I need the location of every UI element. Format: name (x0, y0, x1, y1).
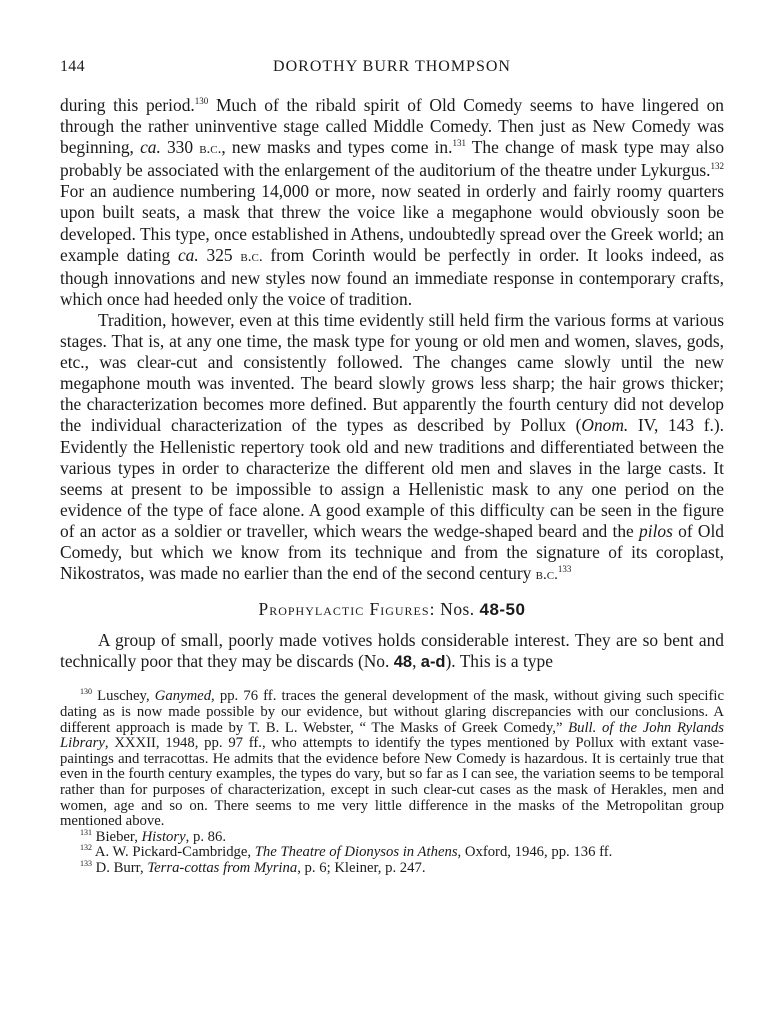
footnote-130: $^{130}$ Luschey, Ganymed, pp. 76 ff. traces the general development of the mask, without giving such specific dating as is now made possible by our evidence, but without glaring discrepancies with our conclusions. A different approach is made by T. B. L. Webster, “ The Masks of Greek Comedy,” Bull. of the John Rylands Library, XXXII, 1948, pp. 97 ff., who attempts to identify the types mentioned by Pollux with extant vase-paintings and terracottas. He admits that the evidence before New Comedy is hazardous. It is certainly true that even in the fourth century examples, the types do vary, but so far as I can see, the variation seems to be temporal rather than for purposes of characterization, except in such clear-cut cases as the mask of Herakles, men and women, age and so on. There seems to me very little difference in the masks of the Metropolitan group mentioned above. (60, 687, 724, 830)
footnote-ref-131[interactable]: 131 (452, 138, 466, 149)
footnote-ref-132[interactable]: 132 (710, 161, 724, 172)
footnote-133: $^{133}$ D. Burr, Terra-cottas from Myrina, p. 6; Kleiner, p. 247. (80, 858, 426, 876)
paragraph-3: A group of small, poorly made votives holds considerable interest. They are so bent and technically poor that they may be discards (No. 48, a-d). This is a type (60, 630, 724, 672)
footnote-132: $^{132}$ A. W. Pickard-Cambridge, The Theatre of Dionysos in Athens, Oxford, 1946, pp. 136 ff. (80, 843, 613, 861)
section-heading: Prophylactic Figures: Nos. 48-50 (258, 599, 526, 620)
footnotes (60, 689, 724, 876)
paragraph-2: Tradition, however, even at this time evidently still held firm the various forms at various stages. That is, at any one time, the mask type for young or old men and women, slaves, gods, etc., was clear-cut and consistently followed. The changes came slowly until the new megaphone mouth was invented. The beard slowly grows less sharp; the hair grows thicker; the characterization becomes more defined. But apparently the fourth century did not develop the individual characterization of the types as described by Pollux (Onom. IV, 143 f.). Evidently the Hellenistic repertory took old and new traditions and differentiated between the various types in order to characterize the different old men and slaves in the large casts. It seems at present to be impossible to assign a Hellenistic mask to any one period on the evidence of the type of face alone. A good example of this difficulty can be seen in the figure of an actor as a soldier or traveller, which wears the wedge-shaped beard and the pilos of Old Comedy, but which we know from its technique and from the signature of its coroplast, Nikostratos, was made no earlier than the end of the second century b.c.$^{133}$ (60, 309, 724, 584)
running-title: DOROTHY BURR THOMPSON (273, 58, 511, 75)
footnote-ref-133[interactable]: 133 (557, 564, 572, 575)
page-number: 144 (60, 58, 85, 75)
document-page (60, 58, 724, 877)
main-text (60, 95, 724, 673)
footnote-131: $^{131}$ Bieber, History, p. 86. (80, 827, 227, 845)
footnote-ref-130[interactable]: 130 (194, 96, 209, 106)
running-header (60, 58, 724, 80)
paragraph-1: during this period.$^{130}$ Much of the ribald spirit of Old Comedy seems to have lingered on through the rather uninventive stage called Middle Comedy. Then just as New Comedy was beginning, ca. 330 b.c., new masks and types come in.$^{131}$ The change of mask type may also probably be associated with the enlargement of the auditorium of the theatre under Lykurgus.$^{132}$ For an audience numbering 14,000 or more, now seated in orderly and fairly roomy quarters upon built seats, a mask that threw the voice like a megaphone would obviously soon be developed. This type, once established in Athens, undoubtedly spread over the Greek world; an example dating ca. 325 b.c. from Corinth would be perfectly in order. It looks indeed, as though innovations and new styles now found an immediate response in contemporary crafts, which once had heeded only the voice of tradition. (60, 95, 725, 309)
